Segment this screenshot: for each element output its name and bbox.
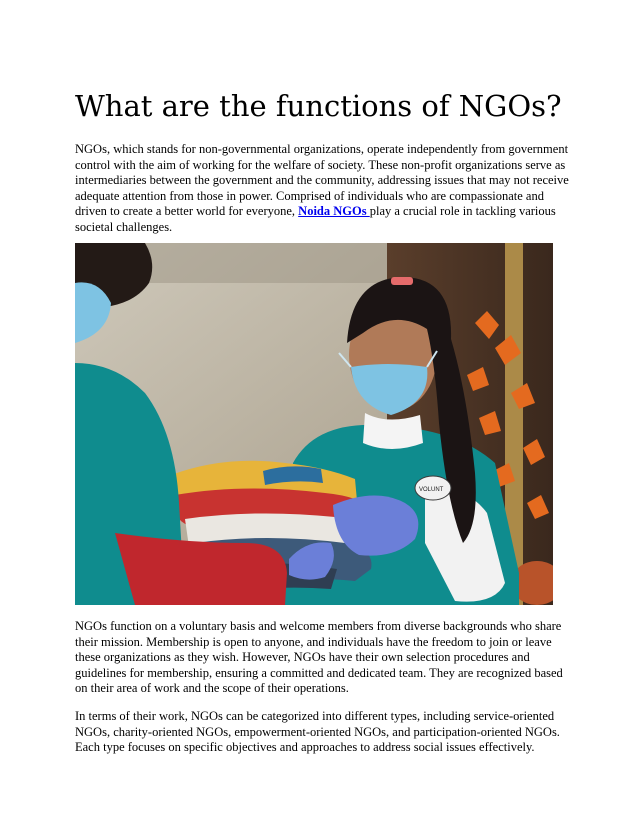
volunteers-photo bbox=[75, 243, 553, 605]
volunteer-badge-text: VOLUNT bbox=[419, 487, 444, 493]
intro-paragraph bbox=[75, 142, 575, 236]
ngo-types-paragraph: In terms of their work, NGOs can be categorized into different types, including service-oriented NGOs, charity-oriented NGOs, empowerment-oriented NGOs, and participation-oriented NGOs. Each type focuses on specific objectives and approaches to address social issues effectively. bbox=[75, 709, 560, 755]
intro-text-before-link: NGOs, which stands for non-governmental organizations, operate independently from government control with the aim of working for the welfare of society. These non-profit organizations serve as intermediaries between the government and the community, addressing issues that may not receive adequate attention from those in power. Comprised of individuals who are compassionate and driven to create a better world for everyone, bbox=[75, 142, 569, 219]
volunteers-photo-illustration bbox=[75, 243, 553, 605]
hair-tie bbox=[391, 277, 413, 285]
page-title: What are the functions of NGOs? bbox=[75, 89, 562, 123]
noida-ngos-link[interactable]: Noida NGOs bbox=[298, 204, 370, 219]
membership-paragraph: NGOs function on a voluntary basis and welcome members from diverse backgrounds who share their mission. Membership is open to anyone, and individuals have the freedom to join or leave these organizations as they wish. However, NGOs have their own selection procedures and guidelines for membership, ensuring a committed and dedicated team. They are recognized based on their area of work and the scope of their operations. bbox=[75, 619, 563, 696]
intro-text-after-link: play a crucial role in tackling various societal challenges. bbox=[75, 204, 556, 234]
